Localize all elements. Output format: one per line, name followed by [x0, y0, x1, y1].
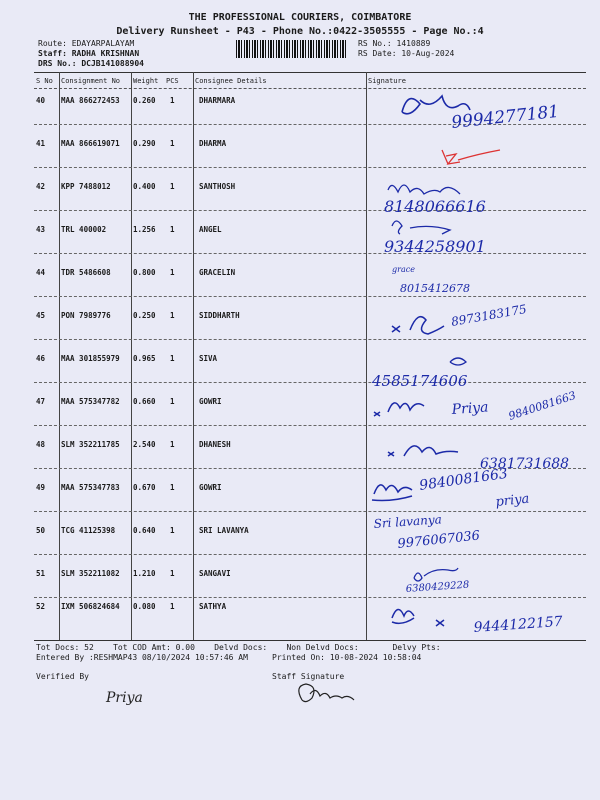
staff-signature-label: Staff Signature — [272, 672, 345, 681]
row-consignee: SATHYA — [199, 602, 227, 611]
drs-label: DRS No.: — [38, 59, 77, 68]
row-pcs: 1 — [170, 602, 175, 611]
table-row — [0, 262, 600, 305]
col-header-pcs: PCS — [166, 77, 179, 85]
staff-value: RADHA KRISHNAN — [71, 49, 140, 58]
handwritten-word: Sri lavanya — [373, 512, 443, 531]
tot-cod: Tot COD Amt: 0.00 — [113, 643, 195, 652]
company-name: THE PROFESSIONAL COURIERS, COIMBATORE — [188, 12, 412, 23]
row-pcs: 1 — [170, 354, 175, 363]
row-consignee: DHARMARA — [199, 96, 236, 105]
row-sno: 51 — [36, 569, 46, 578]
row-pcs: 1 — [170, 569, 175, 578]
handwritten-phone: 8015412678 — [400, 282, 470, 295]
row-sno: 42 — [36, 182, 46, 191]
row-sno: 49 — [36, 483, 46, 492]
rs-date-label: RS Date: — [358, 49, 397, 58]
row-divider — [34, 124, 586, 125]
delvd-docs: Delvd Docs: — [214, 643, 268, 652]
row-consignee: DHARMA — [199, 139, 227, 148]
route-line — [38, 39, 134, 48]
staff-label: Staff: — [38, 49, 67, 58]
table-row — [0, 219, 600, 262]
drs-value: DCJB141088904 — [81, 59, 144, 68]
row-weight: 0.800 — [133, 268, 156, 277]
row-sno: 45 — [36, 311, 46, 320]
row-consignee: SIDDHARTH — [199, 311, 240, 320]
rs-date-value: 10-Aug-2024 — [401, 49, 455, 58]
table-row — [0, 596, 600, 639]
handwritten-phone: 9444122157 — [473, 613, 564, 636]
table-row — [0, 176, 600, 219]
row-weight: 0.260 — [133, 96, 156, 105]
row-pcs: 1 — [170, 526, 175, 535]
table-top-rule — [34, 72, 586, 73]
row-pcs: 1 — [170, 483, 175, 492]
row-consignment: TDR 5486608 — [61, 268, 111, 277]
row-sno: 46 — [36, 354, 46, 363]
row-divider — [34, 511, 586, 512]
row-consignee: SANTHOSH — [199, 182, 236, 191]
handwritten-phone: 9840081663 — [506, 388, 578, 423]
row-consignment: TRL 400002 — [61, 225, 107, 234]
table-row — [0, 90, 600, 133]
row-sno: 43 — [36, 225, 46, 234]
delvy-pts: Delvy Pts: — [392, 643, 441, 652]
row-consignment: MAA 866619071 — [61, 139, 120, 148]
row-consignment: MAA 301855979 — [61, 354, 120, 363]
row-weight: 1.256 — [133, 225, 156, 234]
handwritten-word: priya — [494, 491, 531, 510]
row-divider — [34, 468, 586, 469]
tot-docs: Tot Docs: 52 — [36, 643, 94, 652]
handwritten-phone: 9994277181 — [450, 101, 561, 133]
rs-date-line — [358, 49, 454, 58]
row-divider — [34, 339, 586, 340]
table-row — [0, 477, 600, 520]
route-value: EDAYARPALAYAM — [71, 39, 135, 48]
row-pcs: 1 — [170, 225, 175, 234]
row-weight: 0.660 — [133, 397, 156, 406]
row-pcs: 1 — [170, 311, 175, 320]
row-sno: 48 — [36, 440, 46, 449]
table-bottom-rule — [34, 640, 586, 641]
handwritten-phone: 4585174606 — [372, 372, 468, 390]
row-pcs: 1 — [170, 139, 175, 148]
route-label: Route: — [38, 39, 67, 48]
table-row — [0, 305, 600, 348]
rs-no-line — [358, 39, 430, 48]
row-consignment: SLM 352211082 — [61, 569, 120, 578]
row-consignee: GOWRI — [199, 483, 222, 492]
rs-no-label: RS No.: — [358, 39, 392, 48]
row-consignee: SANGAVI — [199, 569, 231, 578]
row-pcs: 1 — [170, 182, 175, 191]
row-consignment: PON 7989776 — [61, 311, 111, 320]
row-divider — [34, 554, 586, 555]
handwritten-phone: 9840081663 — [418, 465, 509, 494]
row-consignment: KPP 7488012 — [61, 182, 111, 191]
handwritten-phone: 6380429228 — [405, 579, 470, 595]
runsheet-title: Delivery Runsheet - P43 - Phone No.:0422-3505555 - Page No.:4 — [116, 26, 484, 37]
row-divider — [34, 210, 586, 211]
row-weight: 0.400 — [133, 182, 156, 191]
row-consignee: GRACELIN — [199, 268, 236, 277]
drs-line — [38, 59, 144, 68]
table-row — [0, 520, 600, 563]
row-sno: 40 — [36, 96, 46, 105]
row-divider — [34, 425, 586, 426]
row-consignment: IXM 506824684 — [61, 602, 120, 611]
row-pcs: 1 — [170, 96, 175, 105]
row-weight: 0.670 — [133, 483, 156, 492]
row-weight: 0.640 — [133, 526, 156, 535]
row-divider — [34, 382, 586, 383]
table-row — [0, 388, 600, 434]
handwritten-word: Priya — [451, 399, 490, 418]
row-pcs: 1 — [170, 397, 175, 406]
row-weight: 0.965 — [133, 354, 156, 363]
row-weight: 0.290 — [133, 139, 156, 148]
staff-signature-scribble — [299, 684, 354, 702]
row-sno: 50 — [36, 526, 46, 535]
row-weight: 0.080 — [133, 602, 156, 611]
verified-signature: Priya — [106, 690, 143, 706]
row-divider — [34, 253, 586, 254]
handwritten-phone: 8973183175 — [450, 301, 528, 329]
row-pcs: 1 — [170, 268, 175, 277]
table-row — [0, 348, 600, 391]
table-row — [0, 133, 600, 176]
staff-line — [38, 49, 139, 58]
footer-entry — [36, 653, 421, 662]
row-consignment: MAA 575347782 — [61, 397, 120, 406]
col-header-weight: Weight — [133, 77, 159, 85]
verified-by-label: Verified By — [36, 672, 89, 681]
row-consignment: TCG 41125398 — [61, 526, 116, 535]
row-sno: 41 — [36, 139, 46, 148]
row-consignment: MAA 575347783 — [61, 483, 120, 492]
row-consignee: DHANESH — [199, 440, 231, 449]
table-row — [0, 434, 600, 477]
col-header-signature: Signature — [368, 77, 406, 85]
row-consignee: SIVA — [199, 354, 218, 363]
header-bottom-rule — [34, 88, 586, 89]
entered-by: Entered By :RESHMAP43 08/10/2024 10:57:46 AM — [36, 653, 248, 662]
row-divider — [34, 167, 586, 168]
handwritten-phone: 9976067036 — [396, 528, 481, 552]
row-pcs: 1 — [170, 440, 175, 449]
footer-totals — [36, 643, 441, 652]
row-consignee: ANGEL — [199, 225, 222, 234]
barcode — [236, 40, 348, 58]
col-header-consignment: Consignment No — [61, 77, 121, 85]
rs-no-value: 1410889 — [396, 39, 431, 48]
printed-on: Printed On: 10-08-2024 10:58:04 — [272, 653, 422, 662]
row-sno: 47 — [36, 397, 46, 406]
handwritten-phone: 6381731688 — [480, 456, 570, 472]
handwritten-phone: 8148066616 — [384, 197, 486, 216]
row-consignment: SLM 352211785 — [61, 440, 120, 449]
handwritten-phone: 9344258901 — [384, 237, 486, 256]
row-weight: 2.540 — [133, 440, 156, 449]
row-consignee: GOWRI — [199, 397, 222, 406]
row-weight: 0.250 — [133, 311, 156, 320]
row-weight: 1.210 — [133, 569, 156, 578]
row-consignment: MAA 866272453 — [61, 96, 120, 105]
row-divider — [34, 296, 586, 297]
row-sno: 44 — [36, 268, 46, 277]
handwritten-word: grace — [392, 265, 415, 274]
row-sno: 52 — [36, 602, 46, 611]
non-delvd-docs: Non Delvd Docs: — [286, 643, 359, 652]
col-header-sno: S No — [36, 77, 53, 85]
col-header-consignee: Consignee Details — [195, 77, 267, 85]
row-consignee: SRI LAVANYA — [199, 526, 249, 535]
